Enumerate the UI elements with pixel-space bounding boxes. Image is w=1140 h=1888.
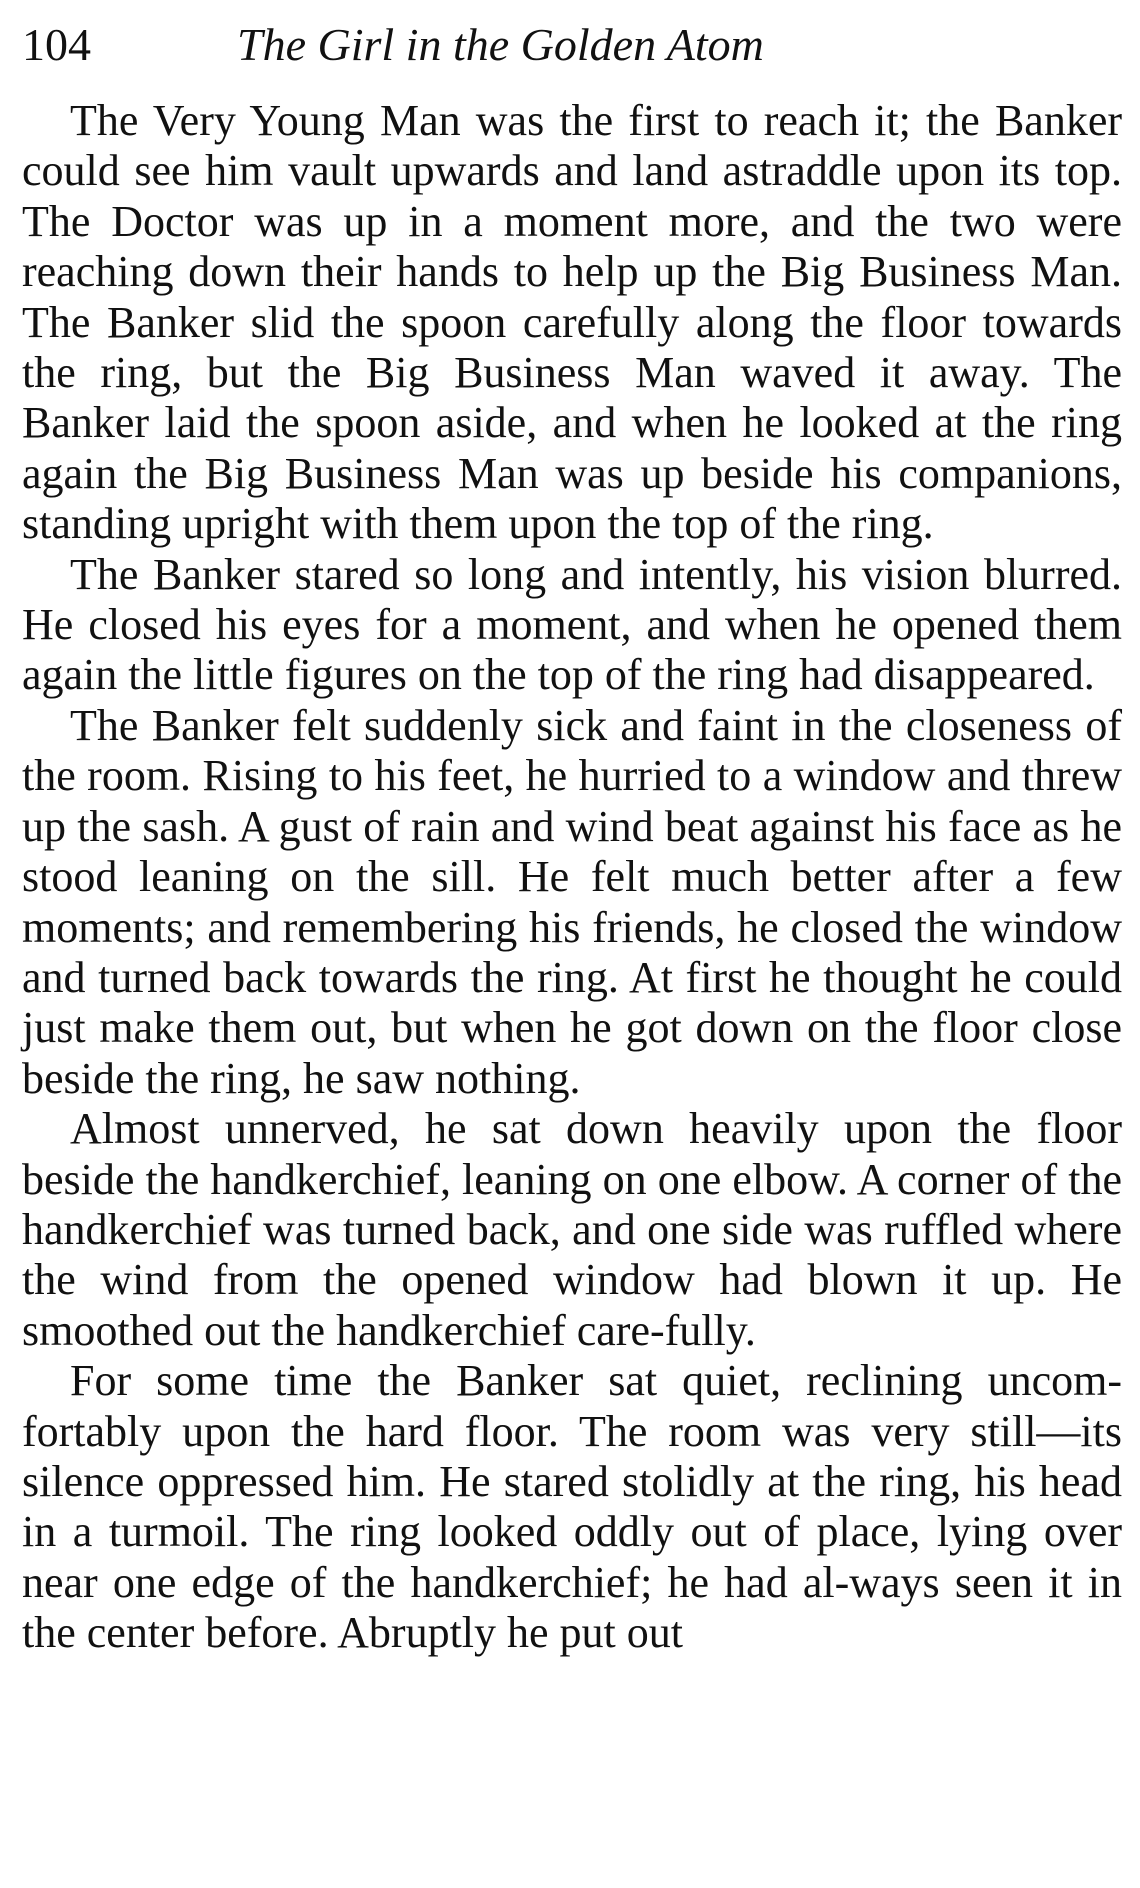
paragraph-5: For some time the Banker sat quiet, reclining uncom-fortably upon the hard floor. The room was very still—its silence oppressed him. He stared stolidly at the ring, his head in a turmoil. The ring looked oddly out of place, lying over near one edge of the handkerchief; he had al-ways seen it in the center before. Abruptly he put out — [22, 1356, 1122, 1658]
page-header — [22, 10, 1122, 80]
paragraph-2: The Banker stared so long and intently, his vision blurred. He closed his eyes for a moment, and when he opened them again the little figures on the top of the ring had disappeared. — [22, 549, 1122, 700]
page-number: 104 — [22, 19, 91, 70]
paragraph-4: Almost unnerved, he sat down heavily upon the floor beside the handkerchief, leaning on one elbow. A corner of the handkerchief was turned back, and one side was ruffled where the wind from the opened window had blown it up. He smoothed out the handkerchief care-fully. — [22, 1104, 1122, 1355]
body-text — [22, 96, 1122, 1659]
paragraph-3: The Banker felt suddenly sick and faint in the closeness of the room. Rising to his feet, he hurried to a window and threw up the sash. A gust of rain and wind beat against his face as he stood leaning on the sill. He felt much better after a few moments; and remembering his friends, he closed the window and turned back towards the ring. At first he thought he could just make them out, but when he got down on the floor close beside the ring, he saw nothing. — [22, 700, 1122, 1103]
running-title: The Girl in the Golden Atom — [237, 19, 764, 70]
paragraph-1: The Very Young Man was the first to reach it; the Banker could see him vault upwards and land astraddle upon its top. The Doctor was up in a moment more, and the two were reaching down their hands to help up the Big Business Man. The Banker slid the spoon carefully along the floor towards the ring, but the Big Business Man waved it away. The Banker laid the spoon aside, and when he looked at the ring again the Big Business Man was up beside his companions, standing upright with them upon the top of the ring. — [22, 96, 1122, 549]
